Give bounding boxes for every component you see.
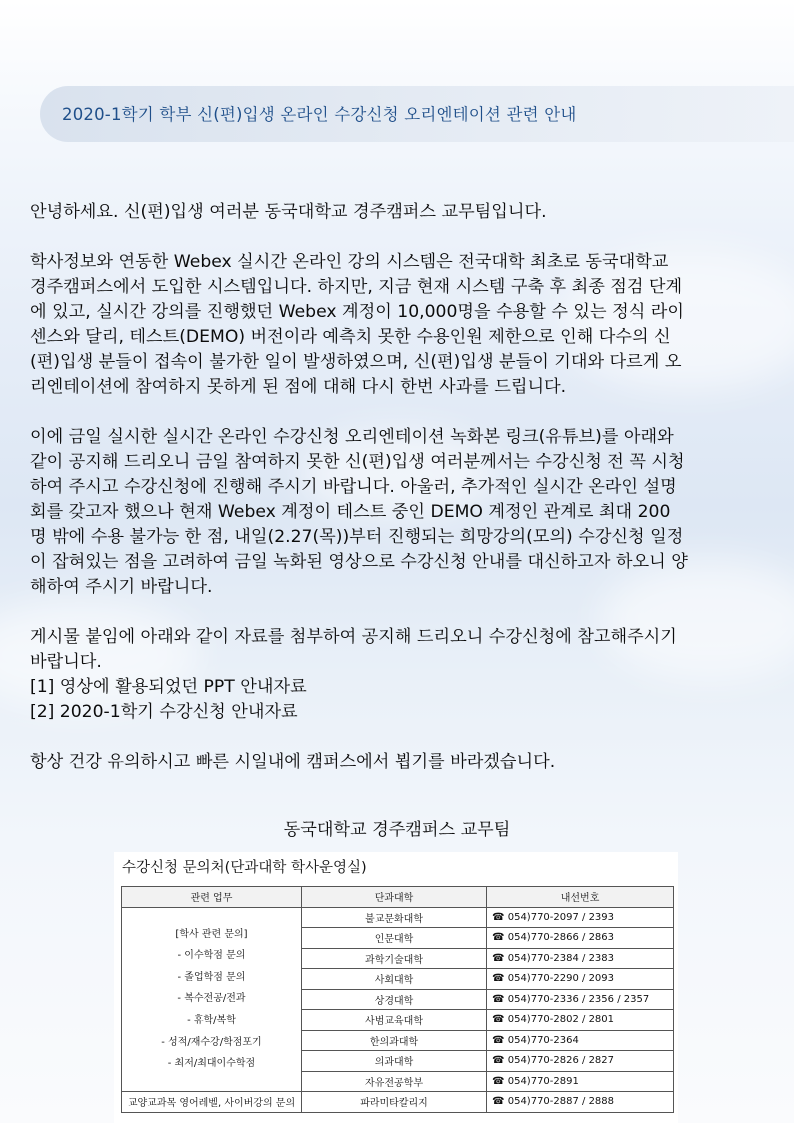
text-line: 회를 갖고자 했으나 현재 Webex 계정이 테스트 중인 DEMO 계정인 관계로 최대 200 [30,502,671,522]
phone-cell: ☎ 054)770-2891 [487,1071,674,1092]
text-line: 항상 건강 유의하시고 빠른 시일내에 캠퍼스에서 뵙기를 바라겠습니다. [30,752,556,772]
college-cell: 사회대학 [301,969,486,990]
table-header-row [122,887,674,908]
phone-cell: ☎ 054)770-2826 / 2827 [487,1051,674,1072]
text-line: 명 밖에 수용 불가능 한 점, 내일(2.27(목))부터 진행되는 희망강의(모의) 수강신청 일정 [30,527,684,547]
text-line: 에 있고, 실시간 강의를 진행했던 Webex 계정이 10,000명을 수용할 수 있는 정식 라이 [30,302,684,322]
college-cell: 불교문화대학 [301,907,486,928]
table-row [122,1092,674,1113]
closing [30,750,770,775]
job-line: - 복수전공/전과 [177,993,246,1005]
text-line: 리엔테이션에 참여하지 못하게 된 점에 대해 다시 한번 사과를 드립니다. [30,377,567,397]
job-line: - 휴학/복학 [187,1015,236,1027]
phone-cell: ☎ 054)770-2290 / 2093 [487,969,674,990]
phone-cell: ☎ 054)770-2364 [487,1030,674,1051]
page-title: 2020-1학기 학부 신(편)입생 온라인 수강신청 오리엔테이션 관련 안내 [62,105,577,124]
attachment-item: [2] 2020-1학기 수강신청 안내자료 [30,702,298,722]
college-cell: 인문대학 [301,928,486,949]
column-header: 단과대학 [301,887,486,908]
phone-cell: ☎ 054)770-2097 / 2393 [487,907,674,928]
text-line: (편)입생 분들이 접속이 불가한 일이 발생하였으며, 신(편)입생 분들이 기대와 다르게 오 [30,352,682,372]
college-cell: 한의과대학 [301,1030,486,1051]
text-line: 안녕하세요. 신(편)입생 여러분 동국대학교 경주캠퍼스 교무팀입니다. [30,202,547,222]
text-line: 이 잡혀있는 점을 고려하여 금일 녹화된 영상으로 수강신청 안내를 대신하고자 하오니 양 [30,552,688,572]
text-line: 같이 공지해 드리오니 금일 참여하지 못한 신(편)입생 여러분께서는 수강신청 전 꼭 시청 [30,452,685,472]
job-line: - 최저/최대이수학점 [167,1058,256,1070]
table-row [122,907,674,928]
college-cell: 사범교육대학 [301,1010,486,1031]
paragraph-recording [30,425,770,600]
contact-title: 수강신청 문의처(단과대학 학사운영실) [122,860,367,876]
notice-body [30,200,770,800]
job-cell: 교양교과목 영어레벨, 사이버강의 문의 [122,1092,302,1113]
contact-panel [114,852,678,1123]
greeting [30,200,770,225]
phone-cell: ☎ 054)770-2384 / 2383 [487,948,674,969]
job-cell [122,907,302,1092]
job-line: - 성적/재수강/학점포기 [161,1036,262,1048]
text-line: 경주캠퍼스에서 도입한 시스템입니다. 하지만, 지금 현재 시스템 구축 후 최종 점검 단계 [30,277,683,297]
text-line: 게시물 붙임에 아래와 같이 자료를 첨부하여 공지해 드리오니 수강신청에 참고해주시기 [30,627,677,647]
paragraph-attachments [30,625,770,725]
college-cell: 자유전공학부 [301,1071,486,1092]
college-cell: 과학기술대학 [301,948,486,969]
phone-cell: ☎ 054)770-2866 / 2863 [487,928,674,949]
phone-cell: ☎ 054)770-2336 / 2356 / 2357 [487,989,674,1010]
job-line: [학사 관련 문의] [175,928,248,940]
text-line: 학사정보와 연동한 Webex 실시간 온라인 강의 시스템은 전국대학 최초로 동국대학교 [30,252,669,272]
phone-cell: ☎ 054)770-2887 / 2888 [487,1092,674,1113]
college-cell: 상경대학 [301,989,486,1010]
college-cell: 의과대학 [301,1051,486,1072]
text-line: 이에 금일 실시한 실시간 온라인 수강신청 오리엔테이션 녹화본 링크(유튜브)를 아래와 [30,427,674,447]
text-line: 센스와 달리, 테스트(DEMO) 버전이라 예측치 못한 수용인원 제한으로 인해 다수의 신 [30,327,671,347]
text-line: 하여 주시고 수강신청에 진행해 주시기 바랍니다. 아울러, 추가적인 실시간 온라인 설명 [30,477,677,497]
text-line: 바랍니다. [30,652,102,672]
attachment-item: [1] 영상에 활용되었던 PPT 안내자료 [30,677,307,697]
college-cell: 파라미타칼리지 [301,1092,486,1113]
signature: 동국대학교 경주캠퍼스 교무팀 [283,820,511,840]
phone-cell: ☎ 054)770-2802 / 2801 [487,1010,674,1031]
contact-table [121,886,674,1113]
column-header: 내선번호 [487,887,674,908]
job-line: - 이수학점 문의 [177,950,246,962]
column-header: 관련 업무 [122,887,302,908]
text-line: 해하여 주시기 바랍니다. [30,577,213,597]
paragraph-apology [30,250,770,400]
job-line: - 졸업학점 문의 [177,971,246,983]
